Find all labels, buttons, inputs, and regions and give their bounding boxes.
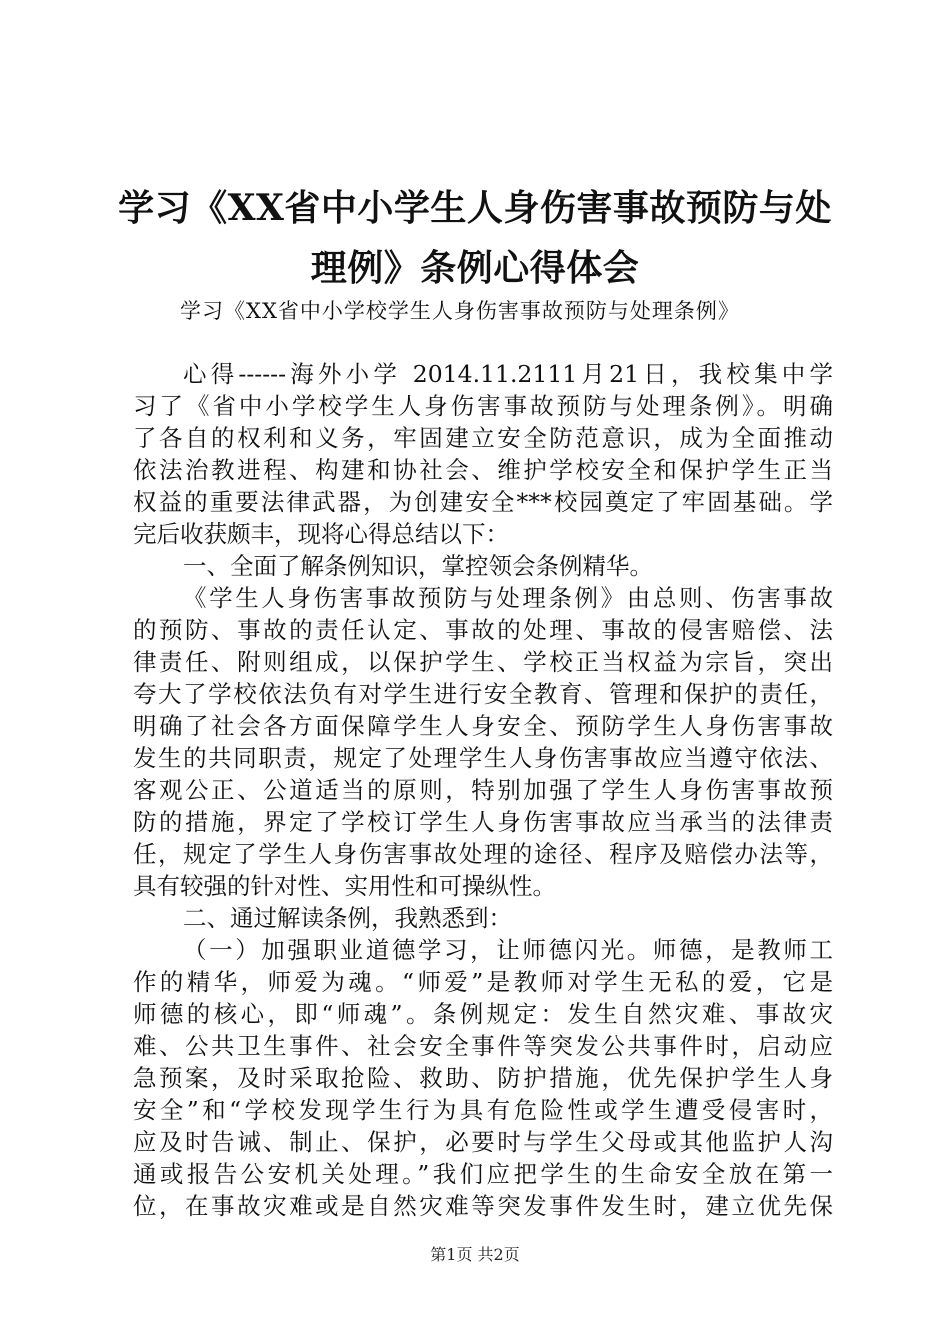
body-text-line: 防的措施，界定了学校订学生人身伤害事故应当承当的法律责 bbox=[133, 808, 833, 836]
body-text-line: 夸大了学校依法负有对学生进行安全教育、管理和保护的责任， bbox=[133, 680, 833, 708]
section-heading-2: 二、通过解读条例，我熟悉到： bbox=[183, 904, 512, 932]
body-text-line: 的预防、事故的责任认定、事故的处理、事故的侵害赔偿、法 bbox=[133, 616, 833, 644]
body-text-line: 作的精华，师爱为魂。“师爱”是教师对学生无私的爱，它是 bbox=[133, 968, 833, 996]
body-text-line: 律责任、附则组成，以保护学生、学校正当权益为宗旨，突出 bbox=[133, 648, 833, 676]
body-text-line: 明确了社会各方面保障学生人身安全、预防学生人身伤害事故 bbox=[133, 712, 833, 740]
body-text-line: 完后收获颇丰，现将心得总结以下： bbox=[133, 520, 509, 548]
document-title-line-2: 理例》条例心得体会 bbox=[310, 247, 640, 289]
body-text-line: 了各自的权利和义务，牢固建立安全防范意识，成为全面推动 bbox=[133, 424, 833, 452]
body-text-line: 依法治教进程、构建和协社会、维护学校安全和保护学生正当 bbox=[133, 456, 833, 484]
body-text-line: 通或报告公安机关处理。”我们应把学生的生命安全放在第一 bbox=[133, 1160, 833, 1188]
document-subtitle: 学习《XX省中小学校学生人身伤害事故预防与处理条例》 bbox=[180, 299, 740, 323]
body-text-line: 心得------海外小学 2014.11.2111月21日，我校集中学 bbox=[183, 360, 833, 388]
page-number-footer: 第1页 共2页 bbox=[430, 1245, 520, 1264]
body-text-line: 客观公正、公道适当的原则，特别加强了学生人身伤害事故预 bbox=[133, 776, 833, 804]
body-text-line: （一）加强职业道德学习，让师德闪光。师德，是教师工 bbox=[183, 936, 833, 964]
body-text-line: 应及时告诫、制止、保护，必要时与学生父母或其他监护人沟 bbox=[133, 1128, 833, 1156]
body-text-line: 安全”和“学校发现学生行为具有危险性或学生遭受侵害时， bbox=[133, 1096, 833, 1124]
body-text-line: 任，规定了学生人身伤害事故处理的途径、程序及赔偿办法等， bbox=[133, 840, 833, 868]
body-text-line: 具有较强的针对性、实用性和可操纵性。 bbox=[133, 872, 556, 900]
body-text-line: 习了《省中小学校学生人身伤害事故预防与处理条例》。明确 bbox=[133, 392, 833, 420]
body-text-line: 位，在事故灾难或是自然灾难等突发事件发生时，建立优先保 bbox=[133, 1192, 833, 1220]
body-text-line: 权益的重要法律武器，为创建安全***校园奠定了牢固基础。学 bbox=[133, 488, 833, 516]
section-heading-1: 一、全面了解条例知识，掌控领会条例精华。 bbox=[183, 552, 653, 580]
body-text-line: 《学生人身伤害事故预防与处理条例》由总则、伤害事故 bbox=[183, 584, 833, 612]
document-title-line-1: 学习《XX省中小学生人身伤害事故预防与处 bbox=[118, 187, 832, 229]
body-text-line: 急预案，及时采取抢险、救助、防护措施，优先保护学生人身 bbox=[133, 1064, 833, 1092]
body-text-line: 难、公共卫生事件、社会安全事件等突发公共事件时，启动应 bbox=[133, 1032, 833, 1060]
body-text-line: 发生的共同职责，规定了处理学生人身伤害事故应当遵守依法、 bbox=[133, 744, 833, 772]
body-text-line: 师德的核心，即“师魂”。条例规定：发生自然灾难、事故灾 bbox=[133, 1000, 833, 1028]
